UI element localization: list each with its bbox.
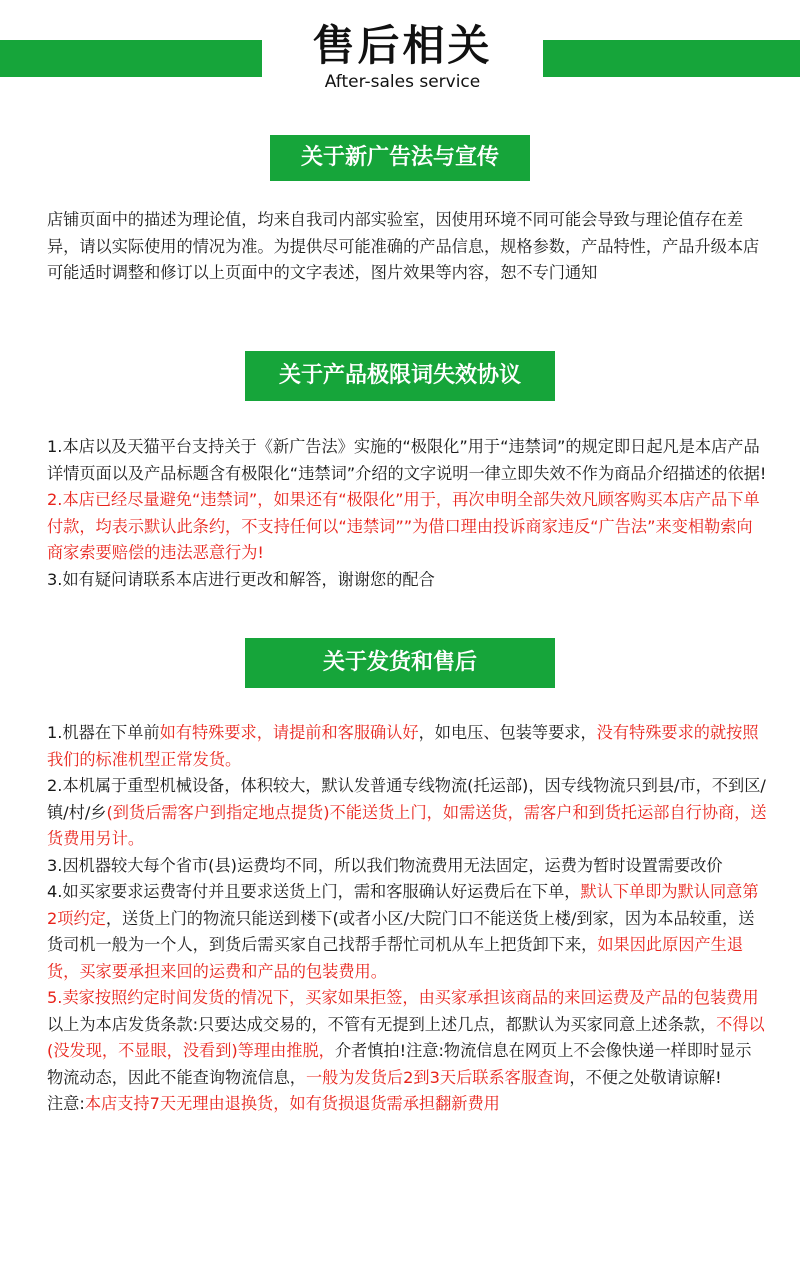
shipping-item-4-b: 默认下单即为默认同意第2项约定	[47, 882, 759, 928]
shipping-note-text: 本店支持7天无理由退换货，如有货损退货需承担翻新费用	[84, 1094, 500, 1113]
header-bar-right	[543, 40, 800, 77]
page-header	[0, 0, 800, 110]
shipping-item-1-d: 没有特殊要求的就按照我们的标准机型正常发货。	[47, 723, 759, 769]
header-bar-left	[0, 40, 262, 77]
shipping-item-4-c: ，送货上门的物流只能送到楼下(或者小区/大院门口不能送货上楼/到家，因为本品较重，送货司机一般为一个人，到货后需买家自己找帮手帮忙司机从车上把货卸下来，	[47, 908, 755, 954]
shipping-item-2	[47, 773, 767, 853]
shipping-summary-d: 一般为发货后2到3天后联系客服查询	[306, 1067, 570, 1087]
shipping-summary	[47, 1012, 767, 1092]
shipping-note	[47, 1091, 767, 1118]
shipping-item-1	[47, 720, 767, 773]
shipping-summary-b: 不得以(没发现，不显眼，没看到)等理由推脱，	[47, 1014, 765, 1060]
page-title: 售后相关	[312, 21, 493, 70]
shipping-summary-c: 介者慎拍!注意:物流信息在网页上不会像快递一样即时显示物流动态，因此不能查询物流信息，	[47, 1041, 752, 1087]
shipping-item-2-a: 2.本机属于重型机械设备，体积较大，默认发普通专线物流(托运部)，因专线物流只到县/市，不到区/镇/村/乡	[47, 776, 766, 822]
shipping-note-label: 注意:	[47, 1094, 85, 1113]
shipping-item-2-b: (到货后需客户到指定地点提货)不能送货上门，如需送货，需客户和到货托运部自行协商，送货费用另计。	[47, 802, 767, 848]
shipping-summary-a: 以上为本店发货条款:只要达成交易的，不管有无提到上述几点，都默认为买家同意上述条款，	[47, 1014, 717, 1034]
shipping-item-3: 3.因机器较大每个省市(县)运费均不同，所以我们物流费用无法固定，运费为暂时设置需要改价	[47, 855, 723, 875]
extreme-words-text	[47, 434, 767, 593]
shipping-item-1-a: 1.机器在下单前	[47, 723, 160, 742]
advertising-law-paragraph: 店铺页面中的描述为理论值，均来自我司内部实验室，因使用环境不同可能会导致与理论值存在差异，请以实际使用的情况为准。为提供尽可能准确的产品信息，规格参数，产品特性，产品升级本店可能适时调整和修订以上页面中的文字表述，图片效果等内容，恕不专门通知	[47, 210, 760, 282]
shipping-item-1-c: ，如电压、包装等要求，	[418, 723, 597, 742]
section-title-advertising-law: 关于新广告法与宣传	[270, 135, 530, 181]
extreme-words-item-2: 2.本店已经尽量避免“违禁词”，如果还有“极限化”用于，再次申明全部失效凡顾客购买本店产品下单付款，均表示默认此条约，不支持任何以“违禁词””为借口理由投诉商家违反“广告法”来变相勒索向商家索要赔偿的违法恶意行为!	[47, 490, 760, 562]
page-subtitle: After-sales service	[324, 72, 481, 92]
shipping-text	[47, 720, 767, 1118]
shipping-item-4	[47, 879, 767, 985]
shipping-item-4-d: 如果因此原因产生退货，买家要承担来回的运费和产品的包装费用。	[47, 935, 744, 981]
shipping-item-4-a: 4.如买家要求运费寄付并且要求送货上门，需和客服确认好运费后在下单，	[47, 882, 581, 901]
section-title-shipping: 关于发货和售后	[245, 638, 555, 688]
extreme-words-item-1: 1.本店以及天猫平台支持关于《新广告法》实施的“极限化”用于“违禁词”的规定即日起凡是本店产品详情页面以及产品标题含有极限化“违禁词”介绍的文字说明一律立即失效不作为商品介绍描述的依据!	[47, 437, 767, 483]
advertising-law-text	[47, 207, 767, 287]
extreme-words-item-3: 3.如有疑问请联系本店进行更改和解答，谢谢您的配合	[47, 569, 435, 589]
shipping-summary-e: ，不便之处敬请谅解!	[569, 1067, 722, 1087]
shipping-item-1-b: 如有特殊要求，请提前和客服确认好	[159, 723, 419, 742]
section-title-extreme-words: 关于产品极限词失效协议	[245, 351, 555, 401]
shipping-item-5: 5.卖家按照约定时间发货的情况下，买家如果拒签，由买家承担该商品的来回运费及产品的包装费用	[47, 988, 759, 1007]
